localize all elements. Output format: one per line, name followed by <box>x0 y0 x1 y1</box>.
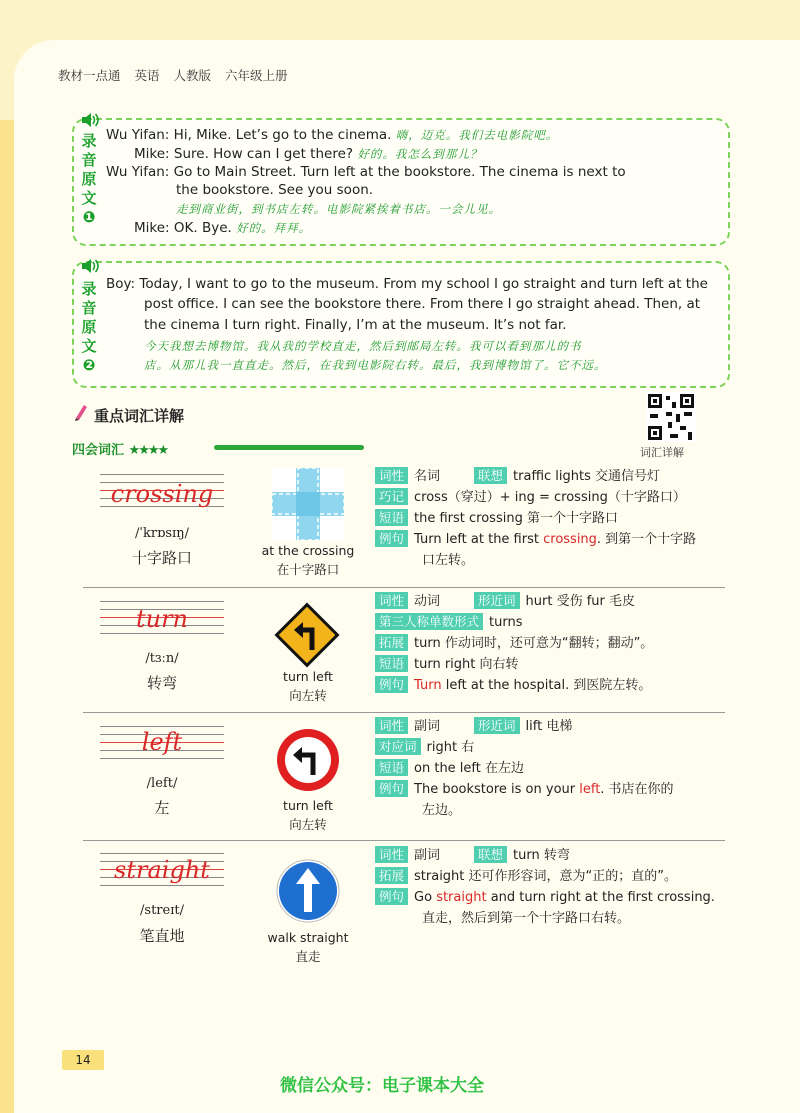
image-caption <box>253 928 363 966</box>
label-char: 文 <box>81 189 97 207</box>
footer-watermark: 微信公众号：电子课本大全 <box>280 1076 484 1096</box>
detail-text: hurt 受伤 fur 毛皮 <box>525 594 636 609</box>
star-rating: ★★★★ <box>128 443 168 458</box>
dialog-line <box>134 145 482 163</box>
level-label: 四会词汇 <box>72 443 125 458</box>
header-edition: 人教版 <box>173 68 212 83</box>
detail-text: traffic lights 交通信号灯 <box>513 469 661 484</box>
caption-cn: 向左转 <box>289 688 327 703</box>
word-script: turn <box>135 605 189 633</box>
label-char: 录 <box>81 132 97 150</box>
dialog-line <box>134 219 311 237</box>
header-book: 教材一点通 <box>58 68 121 83</box>
word-meaning: 十字路口 <box>131 549 192 567</box>
chinese-translation: 走到商业街，到书店左转。电影院紧挨着书店。一会儿见。 <box>176 202 501 216</box>
caption-cn: 在十字路口 <box>276 562 340 577</box>
detail-tag: 形近词 <box>474 592 520 609</box>
detail-text: 副词 <box>414 719 441 734</box>
phonetic: /ˈkrɒsɪŋ/ <box>135 526 189 541</box>
level-bar <box>214 445 364 450</box>
caption-en: at the crossing <box>261 543 355 558</box>
word-script: crossing <box>110 480 214 508</box>
header-grade: 六年级上册 <box>225 68 288 83</box>
caption-en: turn left <box>283 669 333 684</box>
example-text: and turn right at the first crossing. <box>486 890 715 905</box>
detail-row <box>375 845 715 866</box>
word-meaning: 转弯 <box>146 674 177 692</box>
turn-left-sign-icon <box>272 600 342 670</box>
detail-text: turn right 向右转 <box>414 657 519 672</box>
chinese-translation: 嗨，迈克。我们去电影院吧。 <box>395 128 559 142</box>
go-straight-sign-icon <box>275 858 341 924</box>
word-details <box>375 591 653 696</box>
english-text: Go to Main Street. Turn left at the bookstore. The cinema is next to <box>173 164 626 180</box>
pencil-icon <box>73 403 89 421</box>
word-details <box>375 466 696 571</box>
label-char: ❷ <box>82 356 96 374</box>
dialog-line <box>176 200 501 218</box>
detail-text: 副词 <box>414 848 441 863</box>
highlight-word: left <box>579 782 601 797</box>
label-char: 文 <box>81 337 97 355</box>
detail-text: lift 电梯 <box>525 719 573 734</box>
detail-row <box>375 466 696 487</box>
detail-tag: 拓展 <box>375 634 408 651</box>
example-text: The bookstore is on your <box>414 782 580 797</box>
label-char: 录 <box>81 280 97 298</box>
detail-text: turn 作动词时，还可意为“翻转；翻动”。 <box>414 636 654 651</box>
qr-code-icon[interactable] <box>646 392 696 442</box>
detail-row <box>375 737 674 758</box>
example-text: Go <box>414 890 437 905</box>
chinese-translation: 今天我想去博物馆。我从我的学校直走，然后到邮局左转。我可以看到那儿的书 <box>144 339 582 353</box>
detail-text: 名词 <box>414 469 441 484</box>
detail-tag: 形近词 <box>474 717 520 734</box>
page-number: 14 <box>62 1050 104 1070</box>
detail-tag: 词性 <box>375 467 408 484</box>
speaker: Mike: <box>134 220 170 236</box>
detail-text: on the left 在左边 <box>414 761 524 776</box>
dialog-line <box>106 163 626 181</box>
detail-row <box>375 758 674 779</box>
caption-en: turn left <box>283 798 333 813</box>
phonetic: /streɪt/ <box>140 903 184 918</box>
detail-text: turn 转弯 <box>513 848 570 863</box>
word-script: left <box>141 728 183 756</box>
label-char: 音 <box>81 151 97 169</box>
caption-en: walk straight <box>267 930 349 945</box>
label-char: 音 <box>81 299 97 317</box>
detail-tag: 词性 <box>375 717 408 734</box>
example-text: . 到第一个十字路 <box>596 532 697 547</box>
speaker: Wu Yifan: <box>106 164 170 180</box>
highlight-word: Turn <box>414 678 442 693</box>
detail-row <box>375 612 653 633</box>
highlight-word: straight <box>436 890 487 905</box>
vocab-level <box>72 439 167 458</box>
divider <box>83 840 725 841</box>
passage-line: the cinema I turn right. Finally, I’m at the museum. It’s not far. <box>144 317 567 333</box>
detail-row: 直走，然后到第一个十字路口右转。 <box>422 911 631 926</box>
audio-label-1 <box>78 132 100 227</box>
detail-tag: 第三人称单数形式 <box>375 613 483 630</box>
image-caption <box>253 667 363 705</box>
detail-text: cross（穿过）+ ing = crossing（十字路口） <box>414 490 686 505</box>
qr-label: 词汇详解 <box>640 446 684 459</box>
label-char: 原 <box>81 170 97 188</box>
detail-tag: 短语 <box>375 759 408 776</box>
label-char: 原 <box>81 318 97 336</box>
caption-cn: 向左转 <box>289 817 327 832</box>
detail-row <box>375 887 715 908</box>
detail-tag: 词性 <box>375 846 408 863</box>
detail-row <box>375 487 696 508</box>
detail-text: 动词 <box>414 594 441 609</box>
passage-line <box>106 275 708 293</box>
detail-row <box>375 654 653 675</box>
image-caption <box>253 541 363 579</box>
speaker: Wu Yifan: <box>106 127 170 143</box>
detail-row <box>375 675 653 696</box>
detail-row <box>375 716 674 737</box>
turn-left-sign-icon <box>275 727 341 793</box>
detail-row <box>375 591 653 612</box>
chinese-translation: 好的。我怎么到那儿？ <box>357 147 483 161</box>
speaker-icon[interactable] <box>80 258 100 274</box>
detail-tag: 短语 <box>375 509 408 526</box>
dialog-line <box>106 126 558 144</box>
detail-tag: 联想 <box>474 846 507 863</box>
chinese-translation: 店。从那儿我一直直走。然后，在我到电影院右转。最后，我到博物馆了。它不远。 <box>144 358 607 372</box>
detail-row <box>375 779 674 800</box>
audio-label-2 <box>78 280 100 375</box>
detail-tag: 联想 <box>474 467 507 484</box>
word-meaning: 笔直地 <box>139 927 185 945</box>
detail-row: 左边。 <box>422 803 462 818</box>
detail-tag: 词性 <box>375 592 408 609</box>
header-subject: 英语 <box>134 68 160 83</box>
word-details <box>375 716 674 821</box>
detail-row <box>375 508 696 529</box>
passage-line: post office. I can see the bookstore there. From there I go straight ahead. Then, at <box>144 296 701 312</box>
divider <box>83 712 725 713</box>
example-text: Turn left at the first <box>414 532 544 547</box>
word-details <box>375 845 715 929</box>
english-text: Today, I want to go to the museum. From my school I go straight and turn left at the <box>139 276 708 292</box>
detail-tag: 巧记 <box>375 488 408 505</box>
example-text: . 书店在你的 <box>600 782 674 797</box>
detail-text: turns <box>489 615 523 630</box>
english-text: Hi, Mike. Let’s go to the cinema. <box>173 127 392 143</box>
caption-cn: 直走 <box>295 949 321 964</box>
detail-tag: 对应词 <box>375 738 421 755</box>
detail-tag: 例句 <box>375 888 408 905</box>
speaker: Mike: <box>134 146 170 162</box>
detail-text: right 右 <box>426 740 475 755</box>
image-caption <box>253 796 363 834</box>
english-text: OK. Bye. <box>173 220 232 236</box>
speaker-icon[interactable] <box>80 112 100 128</box>
section-title: 重点词汇详解 <box>94 407 185 425</box>
detail-tag: 短语 <box>375 655 408 672</box>
detail-tag: 拓展 <box>375 867 408 884</box>
detail-tag: 例句 <box>375 676 408 693</box>
word-script: straight <box>114 856 210 884</box>
highlight-word: crossing <box>543 532 597 547</box>
detail-text: the first crossing 第一个十字路口 <box>414 511 618 526</box>
crossing-icon <box>272 468 344 540</box>
label-char: ❶ <box>82 208 96 226</box>
detail-row <box>375 633 653 654</box>
english-text: the bookstore. See you soon. <box>176 182 374 198</box>
word-meaning: 左 <box>154 799 170 817</box>
detail-row <box>375 866 715 887</box>
detail-row <box>375 529 696 550</box>
page-header <box>58 66 298 84</box>
detail-text: straight 还可作形容词，意为“正的；直的”。 <box>414 869 677 884</box>
example-text: left at the hospital. 到医院左转。 <box>441 678 652 693</box>
detail-row: 口左转。 <box>422 553 475 568</box>
detail-tag: 例句 <box>375 780 408 797</box>
english-text: Sure. How can I get there? <box>173 146 354 162</box>
chinese-translation: 好的。拜拜。 <box>236 221 312 235</box>
phonetic: /tɜːn/ <box>145 651 179 666</box>
speaker: Boy: <box>106 276 136 292</box>
phonetic: /left/ <box>146 776 178 791</box>
dialog-line <box>176 181 373 199</box>
detail-tag: 例句 <box>375 530 408 547</box>
divider <box>83 587 725 588</box>
